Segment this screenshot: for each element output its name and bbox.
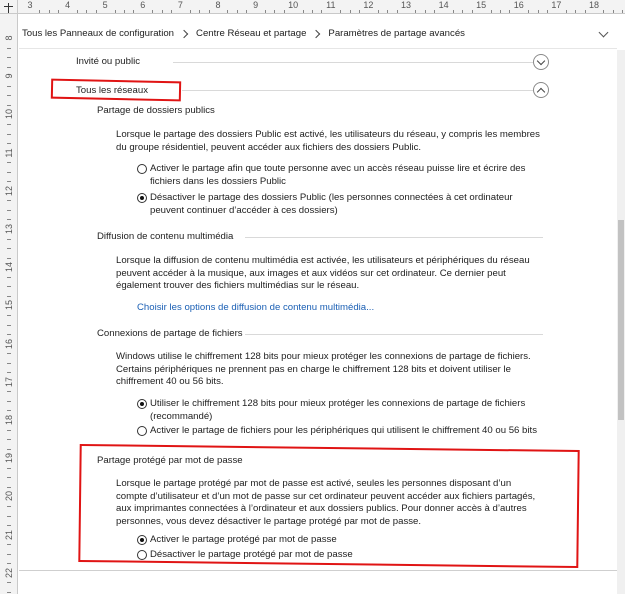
ruler-number: 21: [4, 529, 14, 540]
ruler-number: 6: [140, 0, 146, 10]
ruler-tick: [7, 334, 11, 335]
password-option-enable[interactable]: Activer le partage protégé par mot de passe: [137, 534, 517, 547]
divider: [245, 237, 543, 238]
ruler-tick: [622, 10, 623, 13]
ruler-tick: [425, 10, 426, 13]
public-folders-title: Partage de dossiers publics: [97, 105, 215, 116]
ruler-tick: [274, 10, 275, 13]
ruler-number: 8: [4, 35, 14, 41]
ruler-tick: [7, 181, 11, 182]
ruler-tick: [7, 582, 11, 583]
public-folders-description: Lorsque le partage des dossiers Public est activé, les utilisateurs du réseau, y compris les membres du groupe résidentiel, peuvent accéder aux fichiers des dossiers Public.: [116, 129, 540, 153]
ruler-tick: [613, 10, 614, 13]
file-sharing-option-40-56bit[interactable]: Activer le partage de fichiers pour les périphériques qui utilisent le chiffrement 40 ou 56 bits: [137, 425, 557, 438]
ruler-tick: [312, 10, 313, 13]
ruler-tick: [7, 315, 11, 316]
ruler-tick: [237, 10, 238, 13]
ruler-tick: [96, 10, 97, 13]
ruler-tick: [547, 10, 548, 13]
ruler-tick: [7, 516, 11, 517]
ruler-tick: [7, 105, 11, 106]
ruler-tick: [538, 10, 539, 13]
ruler-tick: [491, 10, 492, 13]
ruler-tick: [7, 430, 11, 431]
password-sharing-title: Partage protégé par mot de passe: [97, 455, 243, 466]
ruler-tick: [284, 10, 285, 13]
ruler-number: 9: [253, 0, 259, 10]
breadcrumb-all-control-panel[interactable]: Tous les Panneaux de configuration: [22, 28, 175, 39]
public-folders-option-enable[interactable]: Activer le partage afin que toute personne avec un accès réseau puisse lire et écrire des fichiers dans les dossiers Public: [137, 163, 542, 188]
ruler-tick: [462, 10, 463, 13]
ruler-tick: [86, 10, 87, 13]
ruler-tick: [7, 372, 11, 373]
ruler-tick: [7, 134, 11, 135]
vertical-scrollbar[interactable]: [617, 50, 625, 594]
ruler-tick: [434, 10, 435, 13]
ruler-tick: [199, 10, 200, 13]
ruler-tick: [7, 219, 11, 220]
section-guest-label[interactable]: Invité ou public: [76, 56, 140, 67]
ruler-tick: [415, 10, 416, 13]
ruler-number: 18: [588, 0, 600, 10]
ruler-tick: [7, 124, 11, 125]
ruler-tick: [265, 10, 266, 13]
divider: [173, 62, 533, 63]
ruler-tick: [7, 554, 11, 555]
ruler-tick: [7, 286, 11, 287]
ruler-tick: [7, 57, 11, 58]
ruler-tick: [133, 10, 134, 13]
ruler-tick: [7, 544, 11, 545]
ruler-number: 13: [4, 224, 14, 235]
ruler-tick: [7, 439, 11, 440]
ruler-number: 13: [400, 0, 412, 10]
chevron-right-icon: [312, 29, 320, 37]
ruler-tick: [7, 210, 11, 211]
ruler-number: 17: [4, 376, 14, 387]
media-options-link[interactable]: Choisir les options de diffusion de contenu multimédia...: [137, 302, 375, 313]
ruler-tick: [7, 363, 11, 364]
ruler-corner-icon: [0, 0, 18, 14]
ruler-tick: [227, 10, 228, 13]
ruler-number: 11: [326, 0, 336, 10]
ruler-number: 12: [4, 185, 14, 196]
ruler-tick: [7, 248, 11, 249]
divider: [182, 90, 533, 91]
ruler-tick: [566, 10, 567, 13]
ruler-tick: [7, 143, 11, 144]
ruler-tick: [7, 353, 11, 354]
ruler-tick: [359, 10, 360, 13]
ruler-tick: [7, 592, 11, 593]
ruler-tick: [528, 10, 529, 13]
ruler-tick: [246, 10, 247, 13]
ruler-number: 18: [4, 415, 14, 426]
section-all-networks-label[interactable]: Tous les réseaux: [76, 85, 148, 96]
radio-button[interactable]: [137, 426, 147, 436]
vertical-ruler: [0, 14, 18, 594]
ruler-tick: [7, 95, 11, 96]
ruler-tick: [115, 10, 116, 13]
ruler-number: 16: [513, 0, 524, 10]
ruler-tick: [162, 10, 163, 13]
chevron-down-icon: [537, 57, 545, 65]
highlight-password-sharing: [78, 444, 579, 568]
chevron-up-icon: [537, 88, 545, 96]
file-sharing-option-128bit[interactable]: Utiliser le chiffrement 128 bits pour mieux protéger les connexions de partage de fichiers (recommandé): [137, 398, 547, 423]
ruler-number: 10: [288, 0, 299, 10]
ruler-tick: [7, 468, 11, 469]
scrollbar-thumb[interactable]: [618, 220, 624, 420]
ruler-number: 5: [102, 0, 108, 10]
file-sharing-title: Connexions de partage de fichiers: [97, 328, 243, 339]
ruler-tick: [7, 410, 11, 411]
ruler-number: 7: [177, 0, 183, 10]
ruler-number: 15: [476, 0, 487, 10]
media-title: Diffusion de contenu multimédia: [97, 231, 234, 242]
ruler-tick: [500, 10, 501, 13]
ruler-tick: [7, 162, 11, 163]
ruler-tick: [509, 10, 510, 13]
ruler-tick: [39, 10, 40, 13]
ruler-number: 20: [4, 491, 14, 502]
horizontal-ruler: [0, 0, 625, 14]
ruler-tick: [472, 10, 473, 13]
collapse-all-networks-button[interactable]: [533, 82, 549, 98]
ruler-tick: [7, 487, 11, 488]
ruler-number: 19: [4, 453, 14, 464]
breadcrumb-network-center[interactable]: Centre Réseau et partage: [196, 28, 307, 39]
ruler-number: 8: [215, 0, 221, 10]
ruler-tick: [7, 239, 11, 240]
ruler-tick: [209, 10, 210, 13]
radio-button-selected[interactable]: [137, 193, 147, 203]
ruler-tick: [152, 10, 153, 13]
ruler-tick: [575, 10, 576, 13]
ruler-number: 3: [27, 0, 33, 10]
radio-button-selected[interactable]: [137, 399, 147, 409]
ruler-tick: [7, 48, 11, 49]
expand-guest-button[interactable]: [533, 54, 549, 70]
chevron-right-icon: [180, 29, 188, 37]
ruler-tick: [7, 401, 11, 402]
ruler-number: 14: [438, 0, 449, 10]
ruler-number: 16: [4, 338, 14, 349]
media-description: Lorsque la diffusion de contenu multimédia est activée, les utilisateurs et périphériques du réseau peuvent accéder à la musique, aux images et aux vidéos sur cet ordinateur. Ce dernier peut également trouver des fichiers multimédias sur le réseau.: [116, 255, 530, 291]
ruler-tick: [7, 172, 11, 173]
ruler-tick: [321, 10, 322, 13]
ruler-number: 14: [4, 262, 14, 273]
ruler-tick: [7, 258, 11, 259]
ruler-number: 12: [363, 0, 374, 10]
ruler-tick: [7, 296, 11, 297]
ruler-number: 4: [65, 0, 71, 10]
ruler-tick: [7, 506, 11, 507]
ruler-tick: [190, 10, 191, 13]
ruler-tick: [58, 10, 59, 13]
address-bar[interactable]: [19, 19, 617, 49]
ruler-tick: [7, 67, 11, 68]
ruler-tick: [397, 10, 398, 13]
file-sharing-description: Windows utilise le chiffrement 128 bits pour mieux protéger les connexions de partage de fichiers. Certains périphériques ne prennent pas en charge le chiffrement 128 bits et doivent utiliser le chiffrement 40 ou 56 bits.: [116, 351, 531, 387]
ruler-tick: [7, 563, 11, 564]
ruler-tick: [340, 10, 341, 13]
ruler-tick: [7, 325, 11, 326]
password-sharing-description: Lorsque le partage protégé par mot de passe est activé, seules les personnes disposant d’un compte d’utilisateur et d’un mot de passe sur cet ordinateur peuvent accéder aux fichiers partagés, aux imprimantes connectées à l’ordinateur et aux dossiers publics. Pour donner accès à d’autres personnes, vous devez désactiver le partage protégé par mot de passe.: [116, 478, 536, 527]
bottom-divider: [19, 570, 617, 571]
ruler-tick: [350, 10, 351, 13]
ruler-tick: [7, 449, 11, 450]
breadcrumb-advanced-sharing[interactable]: Paramètres de partage avancés: [328, 28, 465, 39]
dropdown-chevron-icon[interactable]: [599, 28, 609, 38]
ruler-tick: [7, 86, 11, 87]
radio-button[interactable]: [137, 164, 147, 174]
ruler-tick: [378, 10, 379, 13]
ruler-tick: [7, 200, 11, 201]
public-folders-option-disable[interactable]: Désactiver le partage des dossiers Public (les personnes connectées à cet ordinateur peuvent continuer d’accéder à ces dossiers): [137, 192, 542, 217]
password-option-disable[interactable]: Désactiver le partage protégé par mot de passe: [137, 549, 517, 562]
ruler-tick: [303, 10, 304, 13]
divider: [245, 334, 543, 335]
ruler-tick: [7, 525, 11, 526]
ruler-tick: [7, 277, 11, 278]
ruler-tick: [171, 10, 172, 13]
ruler-tick: [603, 10, 604, 13]
highlight-all-networks: [51, 79, 181, 102]
ruler-tick: [387, 10, 388, 13]
ruler-tick: [49, 10, 50, 13]
ruler-number: 10: [4, 109, 14, 120]
ruler-number: 9: [4, 73, 14, 79]
ruler-tick: [77, 10, 78, 13]
ruler-number: 22: [4, 567, 14, 578]
ruler-number: 17: [551, 0, 562, 10]
ruler-tick: [124, 10, 125, 13]
ruler-tick: [7, 477, 11, 478]
settings-content: [19, 50, 617, 594]
ruler-tick: [7, 391, 11, 392]
ruler-tick: [585, 10, 586, 13]
ruler-number: 15: [4, 300, 14, 311]
ruler-tick: [453, 10, 454, 13]
ruler-number: 11: [4, 147, 14, 158]
